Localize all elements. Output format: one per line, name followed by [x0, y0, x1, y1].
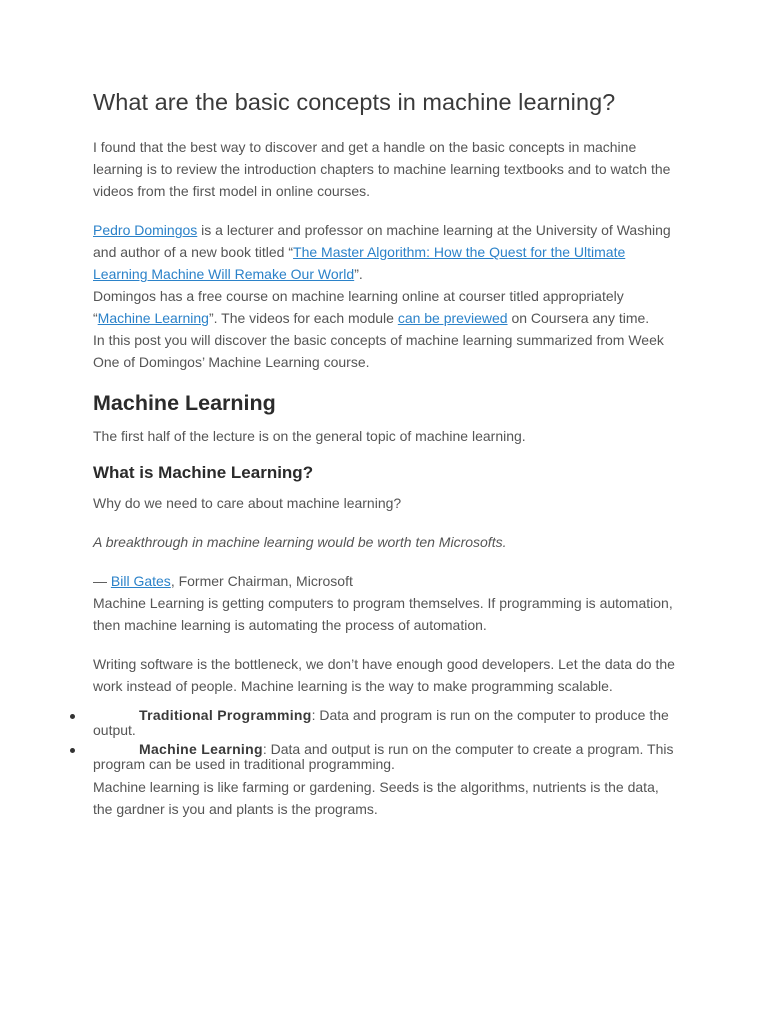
bullet-icon: [70, 748, 75, 753]
list-item: [93, 742, 675, 772]
list-item-text: : Data and output is run on the computer to create a program. This program can be used in traditional programming.: [93, 741, 674, 772]
pedro-domingos-link[interactable]: Pedro Domingos: [93, 222, 198, 238]
course-text-c: on Coursera any time.: [507, 310, 650, 326]
gates-quote: A breakthrough in machine learning would be worth ten Microsofts.: [93, 534, 507, 550]
course-text-b: ”. The videos for each module: [208, 310, 398, 326]
what-is-ml-heading: What is Machine Learning?: [93, 463, 314, 482]
machine-learning-heading: Machine Learning: [93, 391, 276, 415]
course-paragraph: [93, 285, 675, 329]
list-item-text: : Data and program is run on the computer to produce the output.: [93, 707, 669, 738]
attribution-suffix: , Former Chairman, Microsoft: [170, 573, 353, 589]
list-item-term: Traditional Programming: [139, 707, 312, 723]
can-be-previewed-link[interactable]: can be previewed: [397, 310, 508, 326]
list-item: [93, 708, 675, 738]
quote-attribution: [93, 570, 675, 592]
domingos-paragraph: [93, 219, 675, 285]
post-paragraph: In this post you will discover the basic concepts of machine learning summarized from Week One of Domingos’ Machine Learning course.: [93, 332, 664, 370]
programming-list: [93, 708, 675, 772]
bottleneck-paragraph: Writing software is the bottleneck, we don’t have enough good developers. Let the data do the work instead of people. Machine learning is the way to make programming scalable.: [93, 656, 675, 694]
machine-learning-course-link[interactable]: Machine Learning: [97, 310, 209, 326]
domingos-text-a: is a lecturer and professor on machine learning at the University of Washing and author of a new book titled “: [93, 222, 671, 260]
question-paragraph: Why do we need to care about machine learning?: [93, 495, 402, 511]
intro-paragraph: I found that the best way to discover and get a handle on the basic concepts in machine learning is to review the introduction chapters to machine learning textbooks and to watch the videos from the first model in online courses.: [93, 139, 671, 199]
farming-paragraph: Machine learning is like farming or gardening. Seeds is the algorithms, nutrients is the data, the gardner is you and plants is the programs.: [93, 779, 659, 817]
list-item-term: Machine Learning: [139, 741, 263, 757]
attribution-prefix: —: [93, 573, 111, 589]
definition-paragraph: Machine Learning is getting computers to program themselves. If programming is automation, then machine learning is automating the process of automation.: [93, 595, 673, 633]
bullet-icon: [70, 714, 75, 719]
bill-gates-link[interactable]: Bill Gates: [110, 573, 171, 589]
course-text-a: Domingos has a free course on machine learning online at courser titled appropriately “: [93, 288, 624, 326]
lecture-paragraph: The first half of the lecture is on the general topic of machine learning.: [93, 428, 526, 444]
domingos-text-b: ”.: [354, 266, 363, 282]
article-body: [93, 86, 675, 820]
page-title: What are the basic concepts in machine learning?: [93, 89, 616, 115]
master-algorithm-link[interactable]: The Master Algorithm: How the Quest for the Ultimate Learning Machine Will Remake Our World: [93, 244, 626, 282]
